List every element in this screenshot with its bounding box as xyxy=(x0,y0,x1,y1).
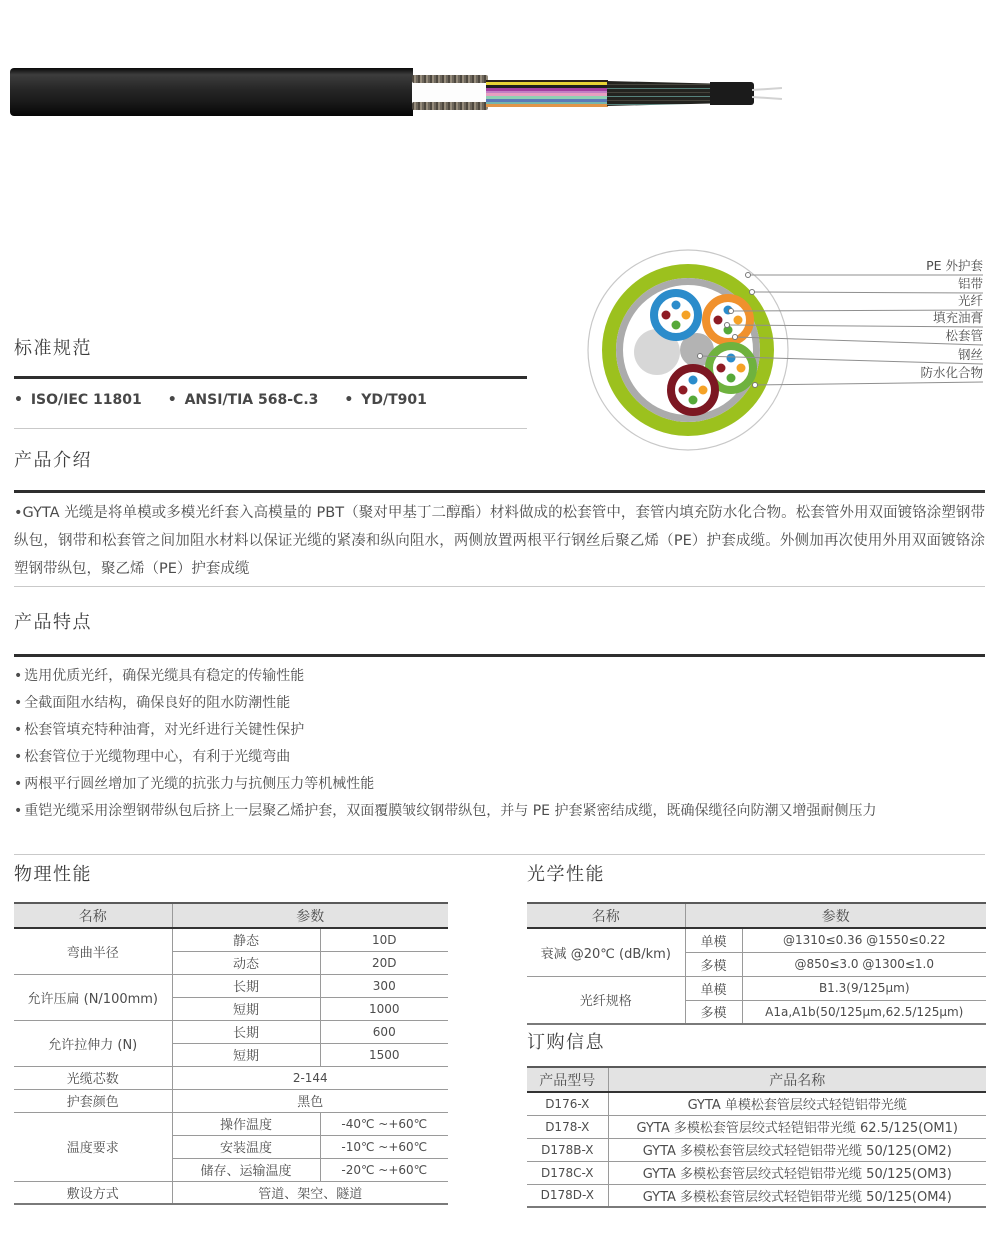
row-name: 温度要求 xyxy=(14,1112,172,1181)
standard-item: • ANSI/TIA 568-C.3 xyxy=(168,392,319,408)
product-model: D178-X xyxy=(527,1115,608,1138)
standard-item: • ISO/IEC 11801 xyxy=(14,392,142,408)
product-name: GYTA 多模松套管层绞式轻铠铝带光缆 50/125(OM3) xyxy=(608,1161,986,1184)
table-row xyxy=(14,974,448,997)
row-name: 衰减 @20℃ (dB/km) xyxy=(527,928,685,976)
row-value: 20D xyxy=(320,951,448,974)
col-header-name: 名称 xyxy=(527,903,685,928)
table-row xyxy=(527,1184,986,1207)
row-name: 弯曲半径 xyxy=(14,928,172,974)
product-model: D178C-X xyxy=(527,1161,608,1184)
standard-item: • YD/T901 xyxy=(344,392,426,408)
table-header-row xyxy=(527,1067,986,1092)
features-rule xyxy=(14,654,985,657)
table-row xyxy=(527,1092,986,1115)
cable-armor-tube xyxy=(412,77,488,108)
row-name: 允许拉伸力 (N) xyxy=(14,1020,172,1066)
row-sub: 长期 xyxy=(172,974,320,997)
product-name: GYTA 单模松套管层绞式轻铠铝带光缆 xyxy=(608,1092,986,1115)
feature-item: • 全截面阻水结构，确保良好的阻水防潮性能 xyxy=(14,690,985,717)
table-row xyxy=(14,1089,448,1112)
cable-armor-ridge-top xyxy=(412,75,488,83)
cable-outer-jacket xyxy=(10,68,413,116)
loose-tube-blue xyxy=(654,293,698,337)
row-sub: 多模 xyxy=(685,952,742,976)
row-name: 护套颜色 xyxy=(14,1089,172,1112)
label-filling-gel: 填充油膏 xyxy=(932,310,983,325)
row-name: 敷设方式 xyxy=(14,1181,172,1204)
col-header-product-name: 产品名称 xyxy=(608,1067,986,1092)
feature-item: • 重铠光缆采用涂塑钢带纵包后挤上一层聚乙烯护套，双面覆膜皱纹钢带纵包，并与 PE 护套紧密结成缆，既确保缆径向防潮又增强耐侧压力 xyxy=(14,798,985,825)
row-value: A1a,A1b(50/125μm,62.5/125μm) xyxy=(742,1000,986,1024)
cable-strength-strand xyxy=(752,96,782,100)
standards-divider xyxy=(14,428,527,429)
row-value: B1.3(9/125μm) xyxy=(742,976,986,1000)
standards-list xyxy=(14,392,427,408)
physical-title: 物理性能 xyxy=(14,864,92,885)
row-sub: 单模 xyxy=(685,928,742,952)
table-header-row xyxy=(527,903,986,928)
row-value: 1500 xyxy=(320,1043,448,1066)
col-header-param: 参数 xyxy=(685,903,986,928)
product-name: GYTA 多模松套管层绞式轻铠铝带光缆 50/125(OM2) xyxy=(608,1138,986,1161)
row-value: 600 xyxy=(320,1020,448,1043)
row-value: -20℃ ~+60℃ xyxy=(320,1158,448,1181)
row-value: -10℃ ~+60℃ xyxy=(320,1135,448,1158)
row-sub: 多模 xyxy=(685,1000,742,1024)
loose-tube-darkred xyxy=(671,368,715,412)
product-name: GYTA 多模松套管层绞式轻铠铝带光缆 62.5/125(OM1) xyxy=(608,1115,986,1138)
row-sub: 操作温度 xyxy=(172,1112,320,1135)
cable-colored-fibers xyxy=(486,80,608,107)
label-fiber: 光纤 xyxy=(957,293,983,308)
row-sub: 动态 xyxy=(172,951,320,974)
cable-armor-ridge-bottom xyxy=(412,102,488,110)
row-name: 光纤规格 xyxy=(527,976,685,1024)
row-sub: 储存、运输温度 xyxy=(172,1158,320,1181)
feature-item: • 松套管位于光缆物理中心，有利于光缆弯曲 xyxy=(14,744,985,771)
table-row xyxy=(14,1112,448,1135)
row-value: 300 xyxy=(320,974,448,997)
cable-cross-section-diagram xyxy=(578,236,990,478)
col-header-model: 产品型号 xyxy=(527,1067,608,1092)
row-sub: 安装温度 xyxy=(172,1135,320,1158)
row-sub: 单模 xyxy=(685,976,742,1000)
row-sub: 短期 xyxy=(172,997,320,1020)
cable-dark-fiber-bundle xyxy=(607,81,711,106)
table-row xyxy=(14,1020,448,1043)
col-header-param: 参数 xyxy=(172,903,448,928)
row-value: 2-144 xyxy=(172,1066,448,1089)
loose-tube-orange xyxy=(706,298,750,342)
table-row xyxy=(14,1181,448,1204)
row-value: -40℃ ~+60℃ xyxy=(320,1112,448,1135)
table-row xyxy=(527,1138,986,1161)
row-value: 1000 xyxy=(320,997,448,1020)
row-sub: 长期 xyxy=(172,1020,320,1043)
product-model: D178D-X xyxy=(527,1184,608,1207)
table-row xyxy=(14,928,448,951)
product-name: GYTA 多模松套管层绞式轻铠铝带光缆 50/125(OM4) xyxy=(608,1184,986,1207)
physical-table xyxy=(14,902,448,1205)
table-row xyxy=(527,1115,986,1138)
table-row xyxy=(527,928,986,952)
cable-photo xyxy=(10,66,800,124)
row-value: 黑色 xyxy=(172,1089,448,1112)
feature-item: • 选用优质光纤，确保光缆具有稳定的传输性能 xyxy=(14,663,985,690)
table-row xyxy=(527,976,986,1000)
row-value: 10D xyxy=(320,928,448,951)
table-row xyxy=(527,1161,986,1184)
row-name: 允许压扁 (N/100mm) xyxy=(14,974,172,1020)
label-steel-wire: 钢丝 xyxy=(957,347,983,362)
label-loose-tube: 松套管 xyxy=(945,328,983,343)
intro-rule xyxy=(14,490,985,493)
row-value: @850≤3.0 @1300≤1.0 xyxy=(742,952,986,976)
features-divider xyxy=(14,854,985,855)
row-value: @1310≤0.36 @1550≤0.22 xyxy=(742,928,986,952)
standards-rule xyxy=(14,376,527,379)
feature-item: • 两根平行圆丝增加了光缆的抗张力与抗侧压力等机械性能 xyxy=(14,771,985,798)
features-list xyxy=(14,663,985,825)
cable-end-cap xyxy=(710,82,754,105)
table-header-row xyxy=(14,903,448,928)
col-header-name: 名称 xyxy=(14,903,172,928)
row-sub: 静态 xyxy=(172,928,320,951)
product-model: D178B-X xyxy=(527,1138,608,1161)
ordering-table xyxy=(527,1066,986,1208)
feature-item: • 松套管填充特种油膏，对光纤进行关键性保护 xyxy=(14,717,985,744)
label-aluminum: 铝带 xyxy=(957,276,983,291)
intro-paragraph: •GYTA 光缆是将单模或多模光纤套入高模量的 PBT（聚对甲基丁二醇酯）材料做成的松套管中，套管内填充防水化合物。松套管外用双面镀铬涂塑钢带纵包，钢带和松套管之间加阻水材料以保证光缆的紧凑和纵向阻水，两侧放置两根平行钢丝后聚乙烯（PE）护套成缆。外侧加再次使用外用双面镀铬涂塑钢带纵包，聚乙烯（PE）护套成缆 xyxy=(14,505,985,577)
table-row xyxy=(14,1066,448,1089)
row-name: 光缆芯数 xyxy=(14,1066,172,1089)
label-waterproof: 防水化合物 xyxy=(920,365,983,380)
row-sub: 短期 xyxy=(172,1043,320,1066)
intro-divider xyxy=(14,586,985,587)
features-title: 产品特点 xyxy=(14,612,92,633)
intro-title: 产品介绍 xyxy=(14,450,92,471)
optical-table xyxy=(527,902,986,1025)
standards-title: 标准规范 xyxy=(14,338,92,359)
cable-strength-strand xyxy=(752,87,782,91)
optical-title: 光学性能 xyxy=(527,864,605,885)
label-pe-sheath: PE 外护套 xyxy=(926,258,983,273)
row-value: 管道、架空、隧道 xyxy=(172,1181,448,1204)
ordering-title: 订购信息 xyxy=(527,1032,605,1053)
product-model: D176-X xyxy=(527,1092,608,1115)
